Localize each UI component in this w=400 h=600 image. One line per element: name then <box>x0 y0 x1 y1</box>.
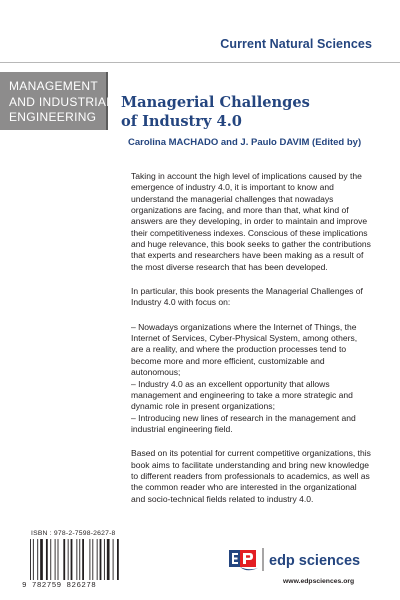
isbn-label: ISBN : 978-2-7598-2627-8 <box>31 530 116 537</box>
barcode-bar <box>37 539 38 580</box>
publisher-name: edp sciences <box>269 553 361 569</box>
divider <box>0 62 400 63</box>
barcode-bar <box>46 539 48 580</box>
description-paragraph: In particular, this book presents the Managerial Challenges of Industry 4.0 with focus on: <box>131 286 363 308</box>
barcode-bar <box>107 539 110 580</box>
publisher-logo <box>227 545 377 575</box>
barcode-bar <box>97 539 98 580</box>
category-line: ENGINEERING <box>9 110 97 124</box>
barcode-bar <box>113 539 114 580</box>
barcode-bar <box>104 539 105 580</box>
description-bullet: – Industry 4.0 as an excellent opportunity that allows management and engineering to take a more strategic and dynamic role in present organizations; <box>131 378 353 412</box>
barcode-bar <box>68 539 69 580</box>
barcode-bar <box>76 539 77 580</box>
barcode-bar <box>100 539 102 580</box>
book-description <box>131 171 371 518</box>
category-line: MANAGEMENT <box>9 79 99 93</box>
barcode-bar <box>30 539 31 580</box>
description-bullet: – Introducing new lines of research in the management and industrial engineering field. <box>131 412 356 434</box>
publisher-url: www.edpsciences.org <box>283 578 355 585</box>
barcode-bar <box>55 539 56 580</box>
description-paragraph: Based on its potential for current competitive organizations, this book aims to facilitate understanding and bring new knowledge to different readers from professionals to academics, as well as the common reader who are interested in the organizational and socio-technical fields related to industry 4.0. <box>131 448 371 504</box>
category-line: AND INDUSTRIAL <box>9 94 114 109</box>
barcode-bar <box>58 539 59 580</box>
barcode-bar <box>117 539 119 580</box>
barcode-bar <box>79 539 80 580</box>
barcode-bar <box>63 539 65 580</box>
book-title <box>121 93 381 131</box>
description-bullet: – Nowadays organizations where the Internet of Things, the Internet of Services, Cyber-Physical System, among others, are a reality, and where the production processes tend to become more and more efficient, customizable and autonomous; <box>131 321 358 378</box>
barcode-bars <box>22 539 124 581</box>
description-paragraph: Taking in account the high level of implications caused by the emergence of industry 4.0, it is important to know and understand the managerial challenges that nowadays organizations are facing, and more than that, what kind of answers are they developing, in order to maintain and improve their competitiveness indexes. Conscious of these implications and huge relevance, this book seeks to gather the contributions that experts and researchers have been making as a result of the most diverse research that has been developed. <box>131 171 371 272</box>
barcode-bar <box>33 539 34 580</box>
barcode-number: 9 782759 826278 <box>22 582 97 590</box>
barcode-bar <box>82 539 84 580</box>
barcode-bar <box>40 539 43 580</box>
book-title-line: Managerial Challenges <box>121 94 310 111</box>
series-name: Current Natural Sciences <box>220 37 372 51</box>
barcode-bar <box>89 539 90 580</box>
barcode <box>22 539 124 591</box>
category-block <box>0 72 114 130</box>
barcode-bar <box>92 539 93 580</box>
book-title-line: of Industry 4.0 <box>121 113 242 130</box>
barcode-bar <box>50 539 51 580</box>
book-authors: Carolina MACHADO and J. Paulo DAVIM (Edited by) <box>128 137 362 148</box>
barcode-bar <box>71 539 73 580</box>
